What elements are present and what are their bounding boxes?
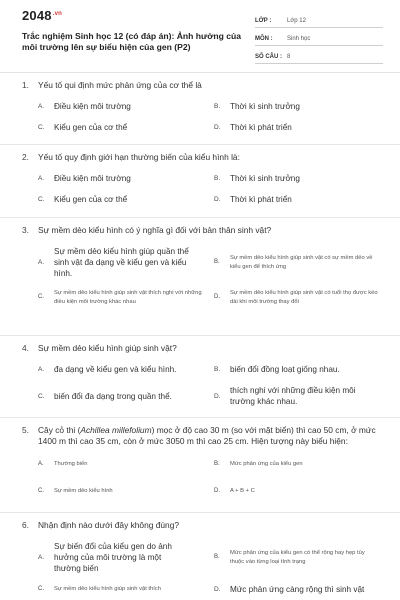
option-text: Điều kiện môi trường <box>54 174 131 183</box>
option-letter: D. <box>214 294 220 300</box>
option-text: đa dạng về kiểu gen và kiểu hình. <box>54 365 177 374</box>
question-divider <box>0 217 400 218</box>
option-text: Thời kì sinh trưởng <box>230 174 300 183</box>
info-key: LỚP : <box>255 17 272 24</box>
question-divider <box>0 144 400 145</box>
logo-suffix: .vn <box>52 10 63 17</box>
option-letter: C. <box>38 124 45 131</box>
option-text: Kiểu gen của cơ thể <box>54 123 128 132</box>
info-value: Sinh học <box>287 35 311 42</box>
option-a[interactable] <box>38 459 214 470</box>
option-b[interactable] <box>214 173 390 184</box>
option-d[interactable] <box>214 194 390 205</box>
option-letter: B. <box>214 554 220 560</box>
option-letter: A. <box>38 366 45 373</box>
option-text: Sự mềm dẻo kiểu hình giúp quần thể sinh vật đa dạng về kiểu gen và kiểu hình. <box>54 247 189 278</box>
option-text: Mức phản ứng của kiểu gen có thể rộng hay hẹp tùy thuộc vào từng loại tính trạng <box>230 550 365 565</box>
option-text: Sự mềm dẻo kiểu hình <box>54 488 113 495</box>
option-letter: B. <box>214 175 221 182</box>
option-letter: D. <box>214 488 220 494</box>
info-row-subject <box>255 32 383 46</box>
option-letter: A. <box>38 461 44 467</box>
option-letter: C. <box>38 392 45 400</box>
option-d[interactable] <box>214 289 390 306</box>
option-text: biến đổi đồng loạt giống nhau. <box>230 365 340 374</box>
question-text: Sự mềm dẻo kiểu hình có ý nghĩa gì đối với bản thân sinh vật? <box>38 225 272 235</box>
question-6 <box>0 520 400 600</box>
question-divider <box>0 417 400 418</box>
question-text: Cây cỏ thi (Achillea millefolium) mọc ở độ cao 30 m (so với mặt biển) thì cao 50 cm, ở mức 1400 m thì cao 35 cm, còn ở mức 3050 m thì cao 25 cm. Hiện tượng này biểu hiện: <box>38 425 376 446</box>
option-b[interactable] <box>214 364 390 375</box>
question-number: 5. <box>22 425 29 435</box>
option-letter: B. <box>214 103 221 110</box>
question-number: 3. <box>22 225 29 235</box>
option-letter: D. <box>214 392 221 400</box>
option-a[interactable] <box>38 101 214 112</box>
option-d[interactable] <box>214 584 390 595</box>
option-letter: A. <box>38 175 45 182</box>
page-title: Trắc nghiệm Sinh học 12 (có đáp án): Ảnh hưởng của môi trường lên sự biểu hiện của gen (P2) <box>22 31 242 52</box>
option-b[interactable] <box>214 101 390 112</box>
option-letter: C. <box>38 488 44 494</box>
option-c[interactable] <box>38 122 214 133</box>
option-letter: C. <box>38 196 45 203</box>
option-letter: B. <box>214 366 221 373</box>
option-letter: A. <box>38 259 45 266</box>
option-a[interactable] <box>38 364 214 375</box>
info-key: SỐ CÂU : <box>255 53 282 60</box>
option-letter: C. <box>38 294 44 300</box>
option-letter: D. <box>214 124 221 131</box>
option-d[interactable] <box>214 122 390 133</box>
option-text: Kiểu gen của cơ thể <box>54 195 128 204</box>
quiz-info <box>255 14 383 68</box>
option-text: thích nghi với những điều kiện môi trường khác nhau. <box>230 386 356 406</box>
question-text: Sự mềm dẻo kiểu hình giúp sinh vật? <box>38 343 177 353</box>
option-b[interactable] <box>214 541 390 574</box>
option-b[interactable] <box>214 459 390 470</box>
option-text: A + B + C <box>230 488 255 495</box>
option-text: Sự mềm dẻo kiểu hình giúp sinh vật thích nghi với những điều kiện môi trường khác nhau <box>54 290 202 305</box>
site-logo[interactable]: $2048^{.vn}$ <box>22 8 63 23</box>
option-c[interactable] <box>38 385 214 407</box>
option-b[interactable] <box>214 246 390 279</box>
info-row-class <box>255 14 383 28</box>
question-4 <box>0 343 400 417</box>
option-c[interactable] <box>38 486 214 497</box>
option-text: Sự biến đổi của kiểu gen do ảnh hưởng của môi trường là một thường biến <box>54 542 172 573</box>
question-1 <box>0 80 400 143</box>
option-letter: A. <box>38 554 45 561</box>
question-number: 2. <box>22 152 29 162</box>
option-text: Điều kiện môi trường <box>54 102 131 111</box>
question-2 <box>0 152 400 215</box>
header-divider <box>0 72 400 73</box>
option-text: Thường biến <box>54 461 88 468</box>
option-d[interactable] <box>214 486 390 497</box>
option-c[interactable] <box>38 584 214 595</box>
option-text: Mức phản ứng càng rộng thì sinh vật <box>230 585 365 594</box>
question-text: Yếu tố qui định mức phản ứng của cơ thể là <box>38 80 202 90</box>
question-3 <box>0 225 400 316</box>
option-letter: C. <box>38 586 44 592</box>
question-number: 1. <box>22 80 29 90</box>
option-text: Thời kì phát triển <box>230 123 292 132</box>
option-text: biến đổi đa dạng trong quần thể. <box>54 391 172 401</box>
option-text: Mức phản ứng của kiểu gen <box>230 461 303 468</box>
info-row-count <box>255 50 383 64</box>
question-text: Nhận định nào dưới đây không đúng? <box>38 520 180 530</box>
info-key: MÔN : <box>255 35 273 42</box>
species-name: Achillea millefolium <box>80 425 152 435</box>
option-letter: B. <box>214 259 220 265</box>
option-letter: B. <box>214 461 220 467</box>
question-5 <box>0 425 400 507</box>
question-divider <box>0 512 400 513</box>
header <box>0 0 400 64</box>
option-letter: D. <box>214 196 221 203</box>
question-number: 4. <box>22 343 29 353</box>
option-d[interactable] <box>214 385 390 407</box>
info-value: Lớp 12 <box>287 17 306 24</box>
option-c[interactable] <box>38 194 214 205</box>
option-a[interactable] <box>38 173 214 184</box>
question-divider <box>0 335 400 336</box>
info-value: 8 <box>287 53 291 60</box>
option-text: Thời kì sinh trưởng <box>230 102 300 111</box>
question-number: 6. <box>22 520 29 530</box>
option-a[interactable] <box>38 541 214 574</box>
question-text: Yếu tố quy định giới hạn thường biến của kiểu hình là: <box>38 152 240 162</box>
option-text: Sự mềm dẻo kiểu hình giúp sinh vật có sự mềm dẻo về kiểu gen để thích ứng <box>230 255 373 270</box>
option-letter: D. <box>214 586 221 593</box>
option-text: Sự mềm dẻo kiểu hình giúp sinh vật thích <box>54 586 161 593</box>
option-a[interactable] <box>38 246 214 279</box>
option-c[interactable] <box>38 289 214 306</box>
option-text: Sự mềm dẻo kiểu hình giúp sinh vật có tuổi thọ được kéo dài khi môi trường thay đổi <box>230 290 378 305</box>
option-letter: A. <box>38 103 45 110</box>
option-text: Thời kì phát triển <box>230 195 292 204</box>
